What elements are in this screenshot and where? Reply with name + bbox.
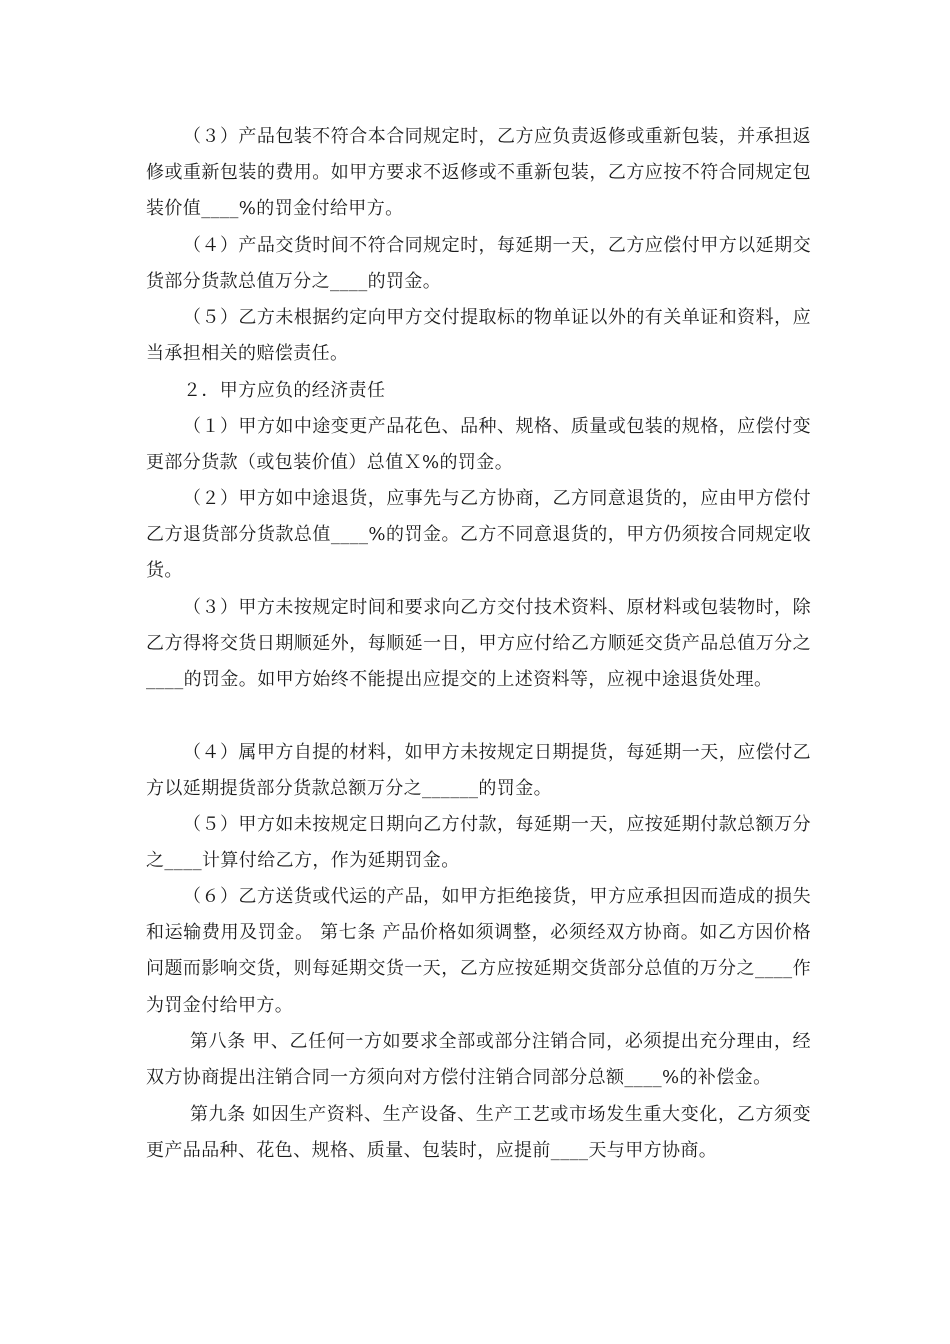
clause-seller-documents: （５）乙方未根据约定向甲方交付提取标的物单证以外的有关单证和资料，应当承担相关的赔偿责任。	[146, 307, 811, 365]
section-heading-buyer-liability: ２．甲方应负的经济责任	[183, 380, 386, 401]
article-eight: 第八条 甲、乙任何一方如要求全部或部分注销合同，必须提出充分理由，经双方协商提出注销合同一方须向对方偿付注销合同部分总额____%的补偿金。	[146, 1031, 811, 1089]
clause-buyer-return-goods: （２）甲方如中途退货，应事先与乙方协商，乙方同意退货的，应由甲方偿付乙方退货部分货款总值____%的罚金。乙方不同意退货的，甲方仍须按合同规定收货。	[146, 488, 811, 582]
article-nine: 第九条 如因生产资料、生产设备、生产工艺或市场发生重大变化，乙方须变更产品品种、花色、规格、质量、包装时，应提前____天与甲方协商。	[146, 1104, 811, 1162]
clause-buyer-pickup-delay: （４）属甲方自提的材料，如甲方未按规定日期提货，每延期一天，应偿付乙方以延期提货部分货款总额万分之______的罚金。	[146, 742, 811, 800]
clause-seller-packaging: （３）产品包装不符合本合同规定时，乙方应负责返修或重新包装，并承担返修或重新包装的费用。如甲方要求不返修或不重新包装，乙方应按不符合同规定包装价值____%的罚金付给甲方。	[146, 126, 811, 220]
clause-buyer-payment-delay: （５）甲方如未按规定日期向乙方付款，每延期一天，应按延期付款总额万分之____计算付给乙方，作为延期罚金。	[146, 814, 811, 872]
clause-seller-delivery-delay: （４）产品交货时间不符合同规定时，每延期一天，乙方应偿付甲方以延期交货部分货款总值万分之____的罚金。	[146, 235, 811, 293]
clause-buyer-materials-delay: （３）甲方未按规定时间和要求向乙方交付技术资料、原材料或包装物时，除乙方得将交货日期顺延外，每顺延一日，甲方应付给乙方顺延交货产品总值万分之____的罚金。如甲方始终不能提出应提交的上述资料等，应视中途退货处理。	[146, 597, 811, 691]
clause-buyer-change-spec: （１）甲方如中途变更产品花色、品种、规格、质量或包装的规格，应偿付变更部分货款（或包装价值）总值Ｘ%的罚金。	[146, 416, 811, 474]
clause-buyer-refuse-delivery: （６）乙方送货或代运的产品，如甲方拒绝接货，甲方应承担因而造成的损失和运输费用及罚金。 第七条 产品价格如须调整，必须经双方协商。如乙方因价格问题而影响交货，则每延期交货一天，乙方应按延期交货部分总值的万分之____作为罚金付给甲方。	[146, 886, 811, 1016]
